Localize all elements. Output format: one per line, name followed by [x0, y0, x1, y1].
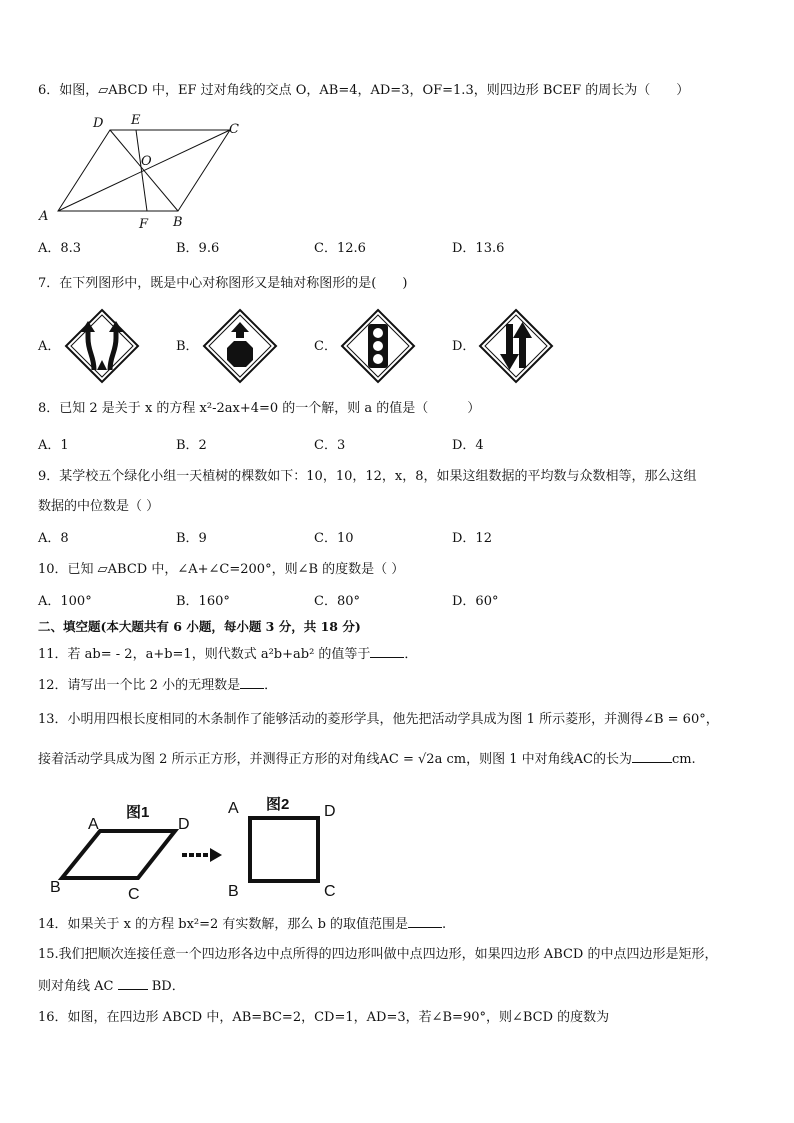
q6-option-c: C．12.6 — [314, 241, 366, 256]
q8-option-a: A．1 — [38, 438, 69, 453]
q14-stem: 14．如果关于 x 的方程 bx²=2 有实数解，那么 b 的取值范围是 — [38, 917, 409, 932]
traffic-light-sign-icon — [340, 308, 416, 384]
q14-line — [38, 915, 446, 934]
q6-parallelogram-figure — [30, 108, 270, 233]
q8-option-c: C．3 — [314, 438, 346, 453]
q15-line2-tail: BD． — [151, 979, 185, 994]
q7-option-a: A． — [38, 339, 61, 354]
section-heading: 二、填空题(本大题共有 6 小题，每小题 3 分，共 18 分) — [38, 619, 361, 634]
q9-option-d: D．12 — [452, 531, 492, 546]
q8-stem: 8．已知 2 是关于 x 的方程 x²-2ax+4=0 的一个解，则 a 的值是（ ） — [38, 401, 481, 416]
q13-fig2-label-b: B — [228, 883, 239, 900]
q10-stem: 10．已知 ▱ABCD 中，∠A+∠C=200°，则∠B 的度数是（ ） — [38, 562, 405, 577]
q12-tail: ． — [264, 678, 278, 693]
q7-stem: 7．在下列图形中，既是中心对称图形又是轴对称图形的是( ) — [38, 276, 408, 291]
q10-option-c: C．80° — [314, 594, 360, 609]
q11-answer-blank[interactable] — [370, 645, 404, 658]
q6-label-d: D — [93, 116, 104, 131]
q6-label-b: B — [173, 215, 183, 230]
q13-line2-text: 接着活动学具成为图 2 所示正方形，并测得正方形的对角线AC = √2a cm，则图 1 中对角线AC的长为 — [38, 752, 632, 767]
q9-option-c: C．10 — [314, 531, 354, 546]
q15-line1: 15.我们把顺次连接任意一个四边形各边中点所得的四边形叫做中点四边形，如果四边形 ABCD 的中点四边形是矩形， — [38, 947, 718, 962]
q6-option-a: A．8.3 — [38, 241, 82, 256]
q9-option-a: A．8 — [38, 531, 69, 546]
q7-option-d: D． — [452, 339, 476, 354]
q6-label-c: C — [229, 122, 239, 137]
q15-answer-blank[interactable] — [118, 977, 148, 990]
q8-option-d: D．4 — [452, 438, 484, 453]
q8-option-b: B．2 — [176, 438, 207, 453]
q15-line2-text: 则对角线 AC — [38, 979, 114, 994]
q7-option-c: C． — [314, 339, 337, 354]
q12-answer-blank[interactable] — [240, 676, 264, 689]
q9-stem-line1: 9．某学校五个绿化小组一天植树的棵数如下：10，10，12，x，8，如果这组数据的平均数与众数相等，那么这组 — [38, 469, 697, 484]
q6-label-o: O — [141, 154, 152, 169]
q6-label-f: F — [139, 217, 149, 232]
q14-answer-blank[interactable] — [408, 915, 442, 928]
q14-tail: . — [442, 917, 447, 932]
q13-line1: 13．小明用四根长度相同的木条制作了能够活动的菱形学具，他先把活动学具成为图 1 所示菱形，并测得∠B = 60°， — [38, 712, 719, 727]
q6-label-a: A — [39, 209, 49, 224]
q9-option-b: B．9 — [176, 531, 207, 546]
q13-fig1-label-a: A — [88, 816, 99, 833]
q10-option-b: B．160° — [176, 594, 230, 609]
q13-figure — [40, 795, 350, 905]
q11-stem: 11．若 ab= - 2，a+b=1，则代数式 a²b+ab² 的值等于 — [38, 647, 371, 662]
q13-fig1-label-b: B — [50, 879, 61, 896]
q11-tail: ． — [404, 647, 418, 662]
q13-fig2-label-a: A — [228, 800, 239, 817]
q13-line2 — [38, 750, 696, 769]
q10-option-d: D．60° — [452, 594, 499, 609]
q16-stem: 16．如图，在四边形 ABCD 中，AB=BC=2，CD=1，AD=3，若∠B=90°，则∠BCD 的度数为 — [38, 1010, 610, 1025]
q13-fig1-label-c: C — [128, 886, 140, 903]
q13-line2-unit: cm. — [671, 752, 696, 767]
q13-fig1-label-d: D — [178, 816, 190, 833]
q13-answer-blank[interactable] — [632, 750, 672, 763]
q6-stem: 6．如图，▱ABCD 中，EF 过对角线的交点 O，AB=4，AD=3，OF=1.3，则四边形 BCEF 的周长为（ ） — [38, 83, 690, 98]
q6-label-e: E — [131, 113, 141, 128]
q7-option-b: B． — [176, 339, 199, 354]
merging-lanes-sign-icon — [64, 308, 140, 384]
stop-ahead-sign-icon — [202, 308, 278, 384]
q9-stem-line2: 数据的中位数是（ ） — [38, 499, 160, 514]
q6-option-d: D．13.6 — [452, 241, 505, 256]
q11-line — [38, 645, 417, 664]
q12-line — [38, 676, 277, 695]
q15-line2 — [38, 977, 185, 996]
q12-stem: 12．请写出一个比 2 小的无理数是 — [38, 678, 241, 693]
q13-fig2-title: 图2 — [266, 796, 290, 813]
q10-option-a: A．100° — [38, 594, 92, 609]
q6-option-b: B．9.6 — [176, 241, 220, 256]
q13-fig1-title: 图1 — [126, 804, 150, 821]
q13-fig2-label-c: C — [324, 883, 336, 900]
q13-fig2-label-d: D — [324, 803, 336, 820]
two-way-traffic-sign-icon — [478, 308, 554, 384]
